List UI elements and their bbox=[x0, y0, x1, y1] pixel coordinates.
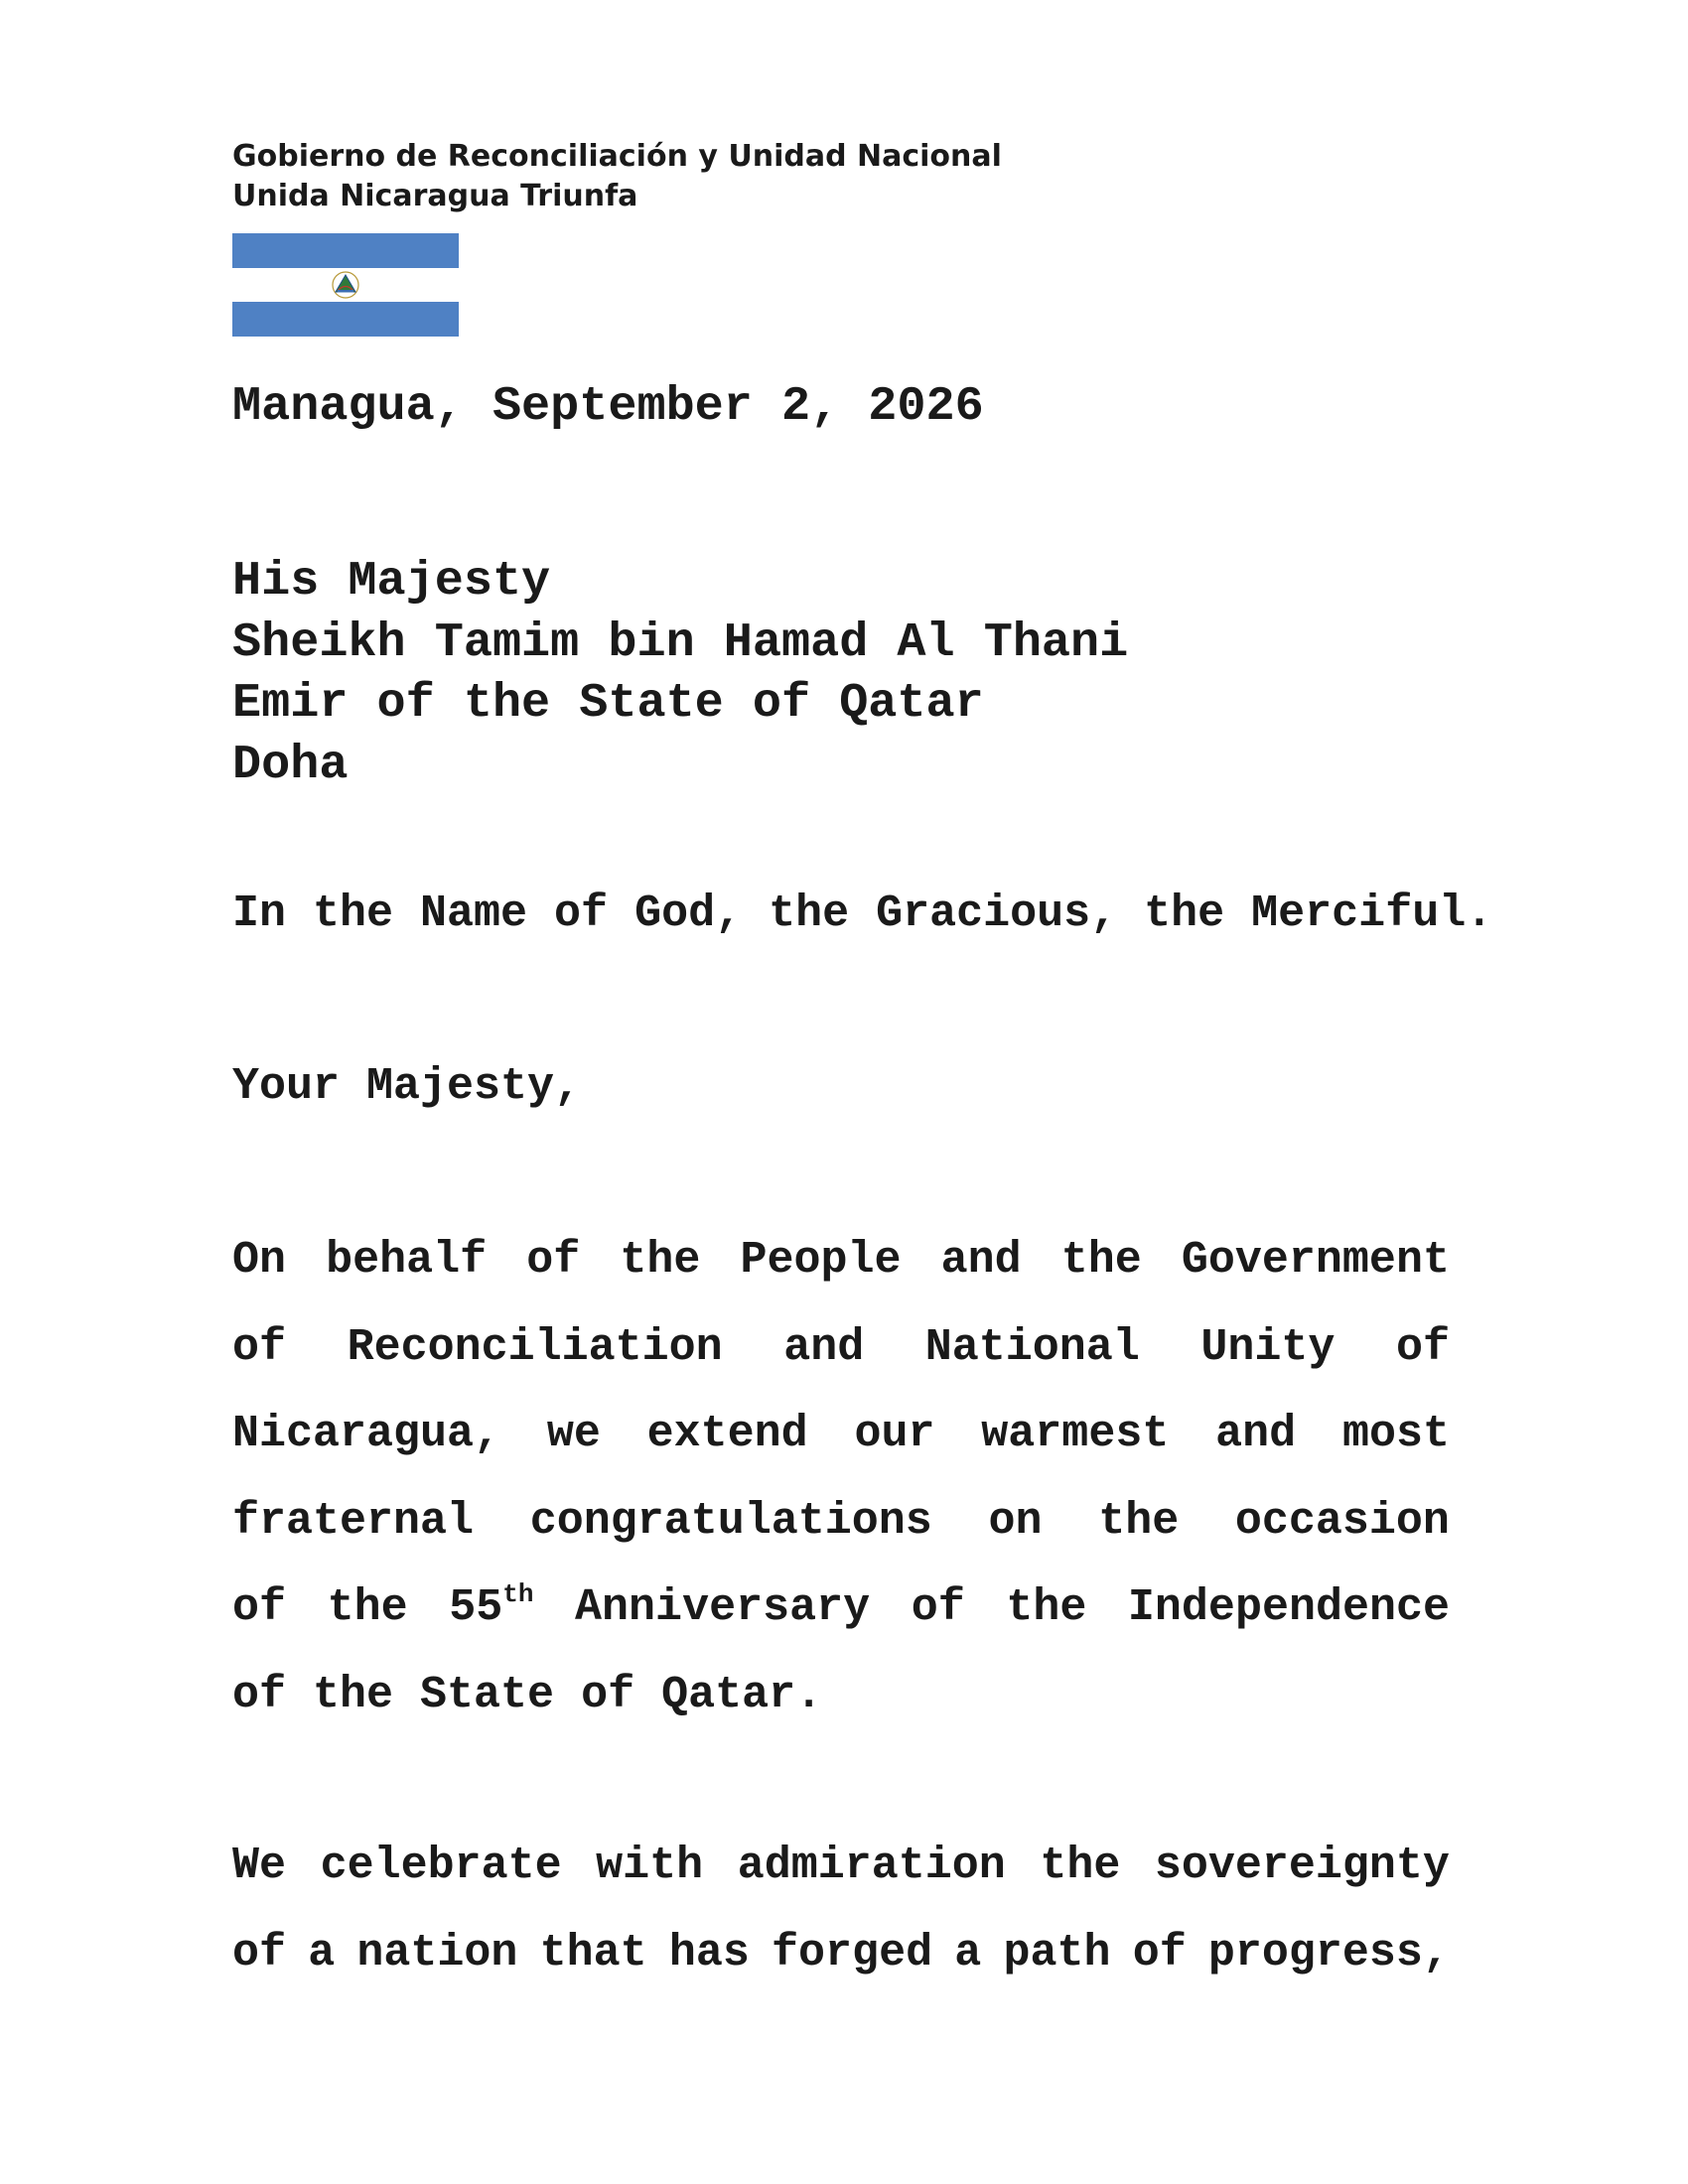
word: the bbox=[327, 1582, 408, 1633]
word: National bbox=[924, 1321, 1140, 1373]
word: warmest bbox=[981, 1409, 1170, 1459]
word: the bbox=[620, 1235, 701, 1286]
word: of bbox=[581, 1669, 635, 1720]
paragraph-line bbox=[232, 1910, 1450, 1997]
word: the bbox=[1098, 1495, 1180, 1547]
word: Independence bbox=[1127, 1582, 1450, 1633]
word: and bbox=[940, 1235, 1022, 1286]
addressee-position: Emir of the State of Qatar bbox=[232, 676, 984, 731]
word: we bbox=[546, 1409, 601, 1459]
paragraph-line bbox=[232, 1304, 1450, 1392]
word: admiration bbox=[737, 1841, 1006, 1891]
word: Qatar. bbox=[661, 1669, 823, 1720]
flag-bottom-band bbox=[232, 302, 459, 337]
number: 55 bbox=[449, 1582, 503, 1633]
letter-date: Managua, September 2, 2026 bbox=[232, 379, 984, 434]
word: Anniversary bbox=[575, 1582, 871, 1633]
word: of bbox=[911, 1582, 965, 1633]
word: the bbox=[1006, 1582, 1087, 1633]
paragraph-congratulations bbox=[232, 1217, 1450, 1738]
word: the bbox=[1060, 1235, 1142, 1286]
word: Government bbox=[1181, 1235, 1450, 1286]
paragraph-line bbox=[232, 1652, 1450, 1739]
word: that bbox=[539, 1927, 647, 1979]
word: Nicaragua, bbox=[232, 1409, 501, 1459]
paragraph-line bbox=[232, 1478, 1450, 1566]
word: of bbox=[1395, 1321, 1450, 1373]
paragraph-line bbox=[232, 1823, 1450, 1910]
letterhead-motto: Unida Nicaragua Triunfa bbox=[232, 179, 638, 213]
word: the bbox=[1040, 1841, 1121, 1891]
invocation: In the Name of God, the Gracious, the Merciful. bbox=[232, 888, 1493, 939]
word: path bbox=[1003, 1927, 1111, 1979]
word: a bbox=[954, 1927, 982, 1979]
paragraph-line bbox=[232, 1565, 1450, 1652]
word: nation bbox=[356, 1927, 518, 1979]
word: Reconciliation bbox=[347, 1321, 723, 1373]
word: Unity bbox=[1200, 1321, 1336, 1373]
letterhead-government-name: Gobierno de Reconciliación y Unidad Nacional bbox=[232, 139, 1002, 174]
word: of bbox=[526, 1235, 581, 1286]
word: of bbox=[1132, 1927, 1187, 1979]
word: and bbox=[1215, 1409, 1297, 1459]
word: State bbox=[420, 1669, 555, 1720]
word: on bbox=[988, 1495, 1043, 1547]
word: progress, bbox=[1207, 1927, 1450, 1979]
word: On bbox=[232, 1235, 287, 1286]
addressee-block bbox=[232, 551, 1128, 795]
salutation: Your Majesty, bbox=[232, 1061, 582, 1112]
word: with bbox=[596, 1841, 704, 1891]
word: celebrate bbox=[320, 1841, 562, 1891]
addressee-name: Sheikh Tamim bin Hamad Al Thani bbox=[232, 614, 1129, 670]
word: fraternal bbox=[232, 1495, 475, 1547]
ordinal-suffix: th bbox=[502, 1579, 534, 1609]
word: of bbox=[232, 1669, 287, 1720]
addressee-title: His Majesty bbox=[232, 554, 551, 609]
paragraph-line bbox=[232, 1217, 1450, 1304]
word: most bbox=[1341, 1409, 1450, 1459]
word: the bbox=[313, 1669, 394, 1720]
word: We bbox=[232, 1841, 287, 1891]
word: and bbox=[783, 1321, 865, 1373]
nicaragua-flag-icon bbox=[232, 233, 459, 337]
flag-top-band bbox=[232, 233, 459, 268]
paragraph-celebration bbox=[232, 1823, 1450, 1996]
word: sovereignty bbox=[1154, 1841, 1450, 1891]
coat-of-arms-icon bbox=[329, 270, 362, 300]
word: occasion bbox=[1234, 1495, 1450, 1547]
word: behalf bbox=[326, 1235, 488, 1286]
word: People bbox=[740, 1235, 902, 1286]
word: forged bbox=[772, 1927, 933, 1979]
addressee-city: Doha bbox=[232, 737, 349, 792]
anniversary-number bbox=[449, 1565, 533, 1652]
word: our bbox=[854, 1409, 935, 1459]
word: of bbox=[232, 1927, 287, 1979]
word: has bbox=[668, 1927, 750, 1979]
word: of bbox=[232, 1582, 287, 1633]
word: a bbox=[308, 1927, 336, 1979]
paragraph-line bbox=[232, 1391, 1450, 1478]
word: of bbox=[232, 1321, 287, 1373]
word: congratulations bbox=[529, 1495, 932, 1547]
letterhead bbox=[232, 137, 1002, 216]
word: extend bbox=[646, 1409, 808, 1459]
